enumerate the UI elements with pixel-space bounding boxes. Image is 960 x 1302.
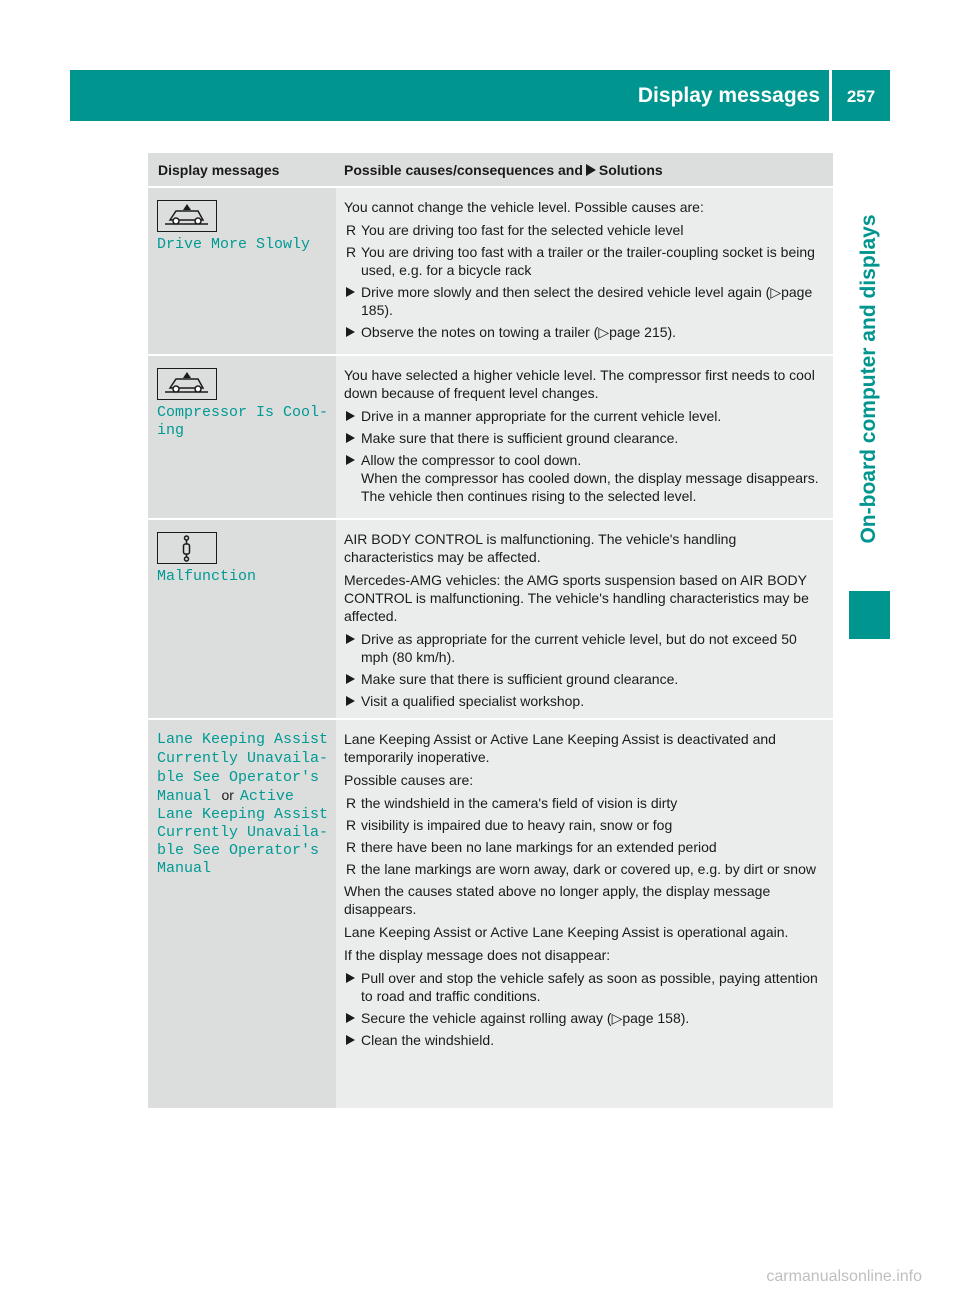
display-message-text: Lane Keeping Assist Currently Unavaila‑ ble See Operator's Manual (157, 806, 329, 877)
page-header-bar (70, 70, 890, 121)
step-text: Clean the windshield. (361, 1032, 495, 1048)
cause-paragraph: Lane Keeping Assist or Active Lane Keeping Assist is operational again. (344, 924, 789, 940)
bullet-item (344, 838, 827, 856)
step-arrow-icon (346, 696, 355, 706)
page-ref-arrow-icon: ▷ (770, 284, 782, 300)
bullet-text: there have been no lane markings for an extended period (361, 839, 717, 855)
header-causes-text: Possible causes/consequences and (344, 162, 583, 178)
message-cell (148, 356, 336, 518)
solution-cell (336, 356, 833, 518)
display-messages-table (148, 153, 833, 1110)
solution-cell (336, 720, 833, 1108)
step-item (344, 323, 827, 341)
step-arrow-icon (346, 973, 355, 983)
step-arrow-icon (346, 674, 355, 684)
step-item (344, 969, 827, 1005)
header-solutions-text: Solutions (598, 162, 663, 178)
step-item (344, 283, 827, 319)
step-arrow-icon (346, 287, 355, 297)
bullet-text: the lane markings are worn away, dark or covered up, e.g. by dirt or snow (361, 861, 816, 877)
solution-cell (336, 520, 833, 718)
bullet-item (344, 221, 827, 239)
solution-cell (336, 188, 833, 354)
cause-paragraph: Mercedes-AMG vehicles: the AMG sports suspension based on AIR BODY CONTROL is malfunctioning. The vehicle's handling characteristics may be affected. (344, 572, 809, 624)
bullet-marker: R (346, 817, 357, 833)
page-reference[interactable]: page 215). (609, 324, 677, 340)
step-item (344, 451, 827, 505)
watermark: carmanualsonline.info (766, 1268, 922, 1285)
side-tab-label: On-board computer and displays (857, 214, 880, 544)
suspension-icon (157, 532, 217, 564)
step-text: Drive in a manner appropriate for the current vehicle level. (361, 408, 722, 424)
bullet-item (344, 860, 827, 878)
table-header (148, 153, 833, 188)
bullet-marker: R (346, 839, 357, 855)
step-item (344, 429, 827, 447)
bullet-text: You are driving too fast for the selected vehicle level (361, 222, 684, 238)
step-arrow-icon (346, 634, 355, 644)
message-cell (148, 720, 336, 1108)
step-arrow-icon (346, 455, 355, 465)
or-connector: or (221, 787, 234, 803)
step-arrow-icon (586, 164, 596, 176)
display-message-text: Malfunction (157, 568, 257, 585)
cause-paragraph: If the display message does not disappear: (344, 947, 611, 963)
cause-paragraph: You have selected a higher vehicle level. The compressor first needs to cool down because of frequent level changes. (344, 367, 815, 401)
side-tab (849, 121, 890, 621)
step-item (344, 1009, 827, 1027)
step-text: Visit a qualified specialist workshop. (361, 693, 585, 709)
table-row (148, 720, 833, 1110)
bullet-text: visibility is impaired due to heavy rain, snow or fog (361, 817, 673, 833)
bullet-item (344, 794, 827, 812)
page-ref-arrow-icon: ▷ (611, 1010, 623, 1026)
bullet-item (344, 816, 827, 834)
step-text: Drive as appropriate for the current vehicle level, but do not exceed 50 mph (80 km/h). (361, 631, 797, 665)
column-header-solutions (336, 153, 833, 186)
step-note: When the compressor has cooled down, the display message disappears. The vehicle then continues rising to the selected level. (361, 470, 819, 504)
step-arrow-icon (346, 433, 355, 443)
step-item (344, 692, 827, 710)
step-text: Make sure that there is sufficient ground clearance. (361, 671, 679, 687)
step-item (344, 670, 827, 688)
bullet-marker: R (346, 861, 357, 877)
cause-paragraph: AIR BODY CONTROL is malfunctioning. The vehicle's handling characteristics may be affected. (344, 531, 737, 565)
step-text: Make sure that there is sufficient ground clearance. (361, 430, 679, 446)
page-ref-arrow-icon: ▷ (598, 324, 610, 340)
table-row (148, 520, 833, 720)
display-message-text: ing (157, 422, 185, 439)
cause-paragraph: When the causes stated above no longer apply, the display message disappears. (344, 883, 771, 917)
step-arrow-icon (346, 1035, 355, 1045)
step-item (344, 407, 827, 425)
bullet-marker: R (346, 795, 357, 811)
bullet-text: You are driving too fast with a trailer or the trailer-coupling socket is being used, e.g. for a bicycle rack (361, 244, 815, 278)
message-cell (148, 188, 336, 354)
step-text: Drive more slowly and then select the desired vehicle level again ( (361, 284, 771, 300)
display-message-text: Active (239, 788, 294, 805)
cause-paragraph: Possible causes are: (344, 772, 474, 788)
step-arrow-icon (346, 1013, 355, 1023)
step-text: Secure the vehicle against rolling away ( (361, 1010, 612, 1026)
step-arrow-icon (346, 327, 355, 337)
vehicle-level-icon (157, 200, 217, 232)
header-separator (829, 70, 832, 121)
display-message-text: Drive More Slowly (157, 236, 311, 253)
step-arrow-icon (346, 411, 355, 421)
step-text: Observe the notes on towing a trailer ( (361, 324, 599, 340)
table-row (148, 356, 833, 520)
table-row (148, 188, 833, 356)
bullet-text: the windshield in the camera's field of vision is dirty (361, 795, 678, 811)
page-reference[interactable]: page 158). (622, 1010, 690, 1026)
display-message-text: Lane Keeping Assist Currently Unavaila‑ ble See Operator's Manual (157, 731, 329, 805)
bullet-marker: R (346, 222, 357, 238)
page-number: 257 (846, 87, 876, 106)
bullet-marker: R (346, 244, 357, 260)
bullet-item (344, 243, 827, 279)
step-text: Pull over and stop the vehicle safely as soon as possible, paying attention to road and traffic conditions. (361, 970, 818, 1004)
cause-paragraph: Lane Keeping Assist or Active Lane Keeping Assist is deactivated and temporarily inoperative. (344, 731, 776, 765)
vehicle-level-icon (157, 368, 217, 400)
step-text: Allow the compressor to cool down. (361, 452, 582, 468)
message-cell (148, 520, 336, 718)
page-header-title: Display messages (637, 84, 820, 107)
step-item (344, 630, 827, 666)
cause-paragraph: You cannot change the vehicle level. Possible causes are: (344, 199, 704, 215)
display-message-text: Compressor Is Cool‑ (157, 404, 329, 421)
side-tab-marker (849, 591, 890, 639)
step-item (344, 1031, 827, 1049)
column-header-messages: Display messages (158, 162, 280, 178)
page-reference[interactable]: page 185). (361, 284, 813, 318)
